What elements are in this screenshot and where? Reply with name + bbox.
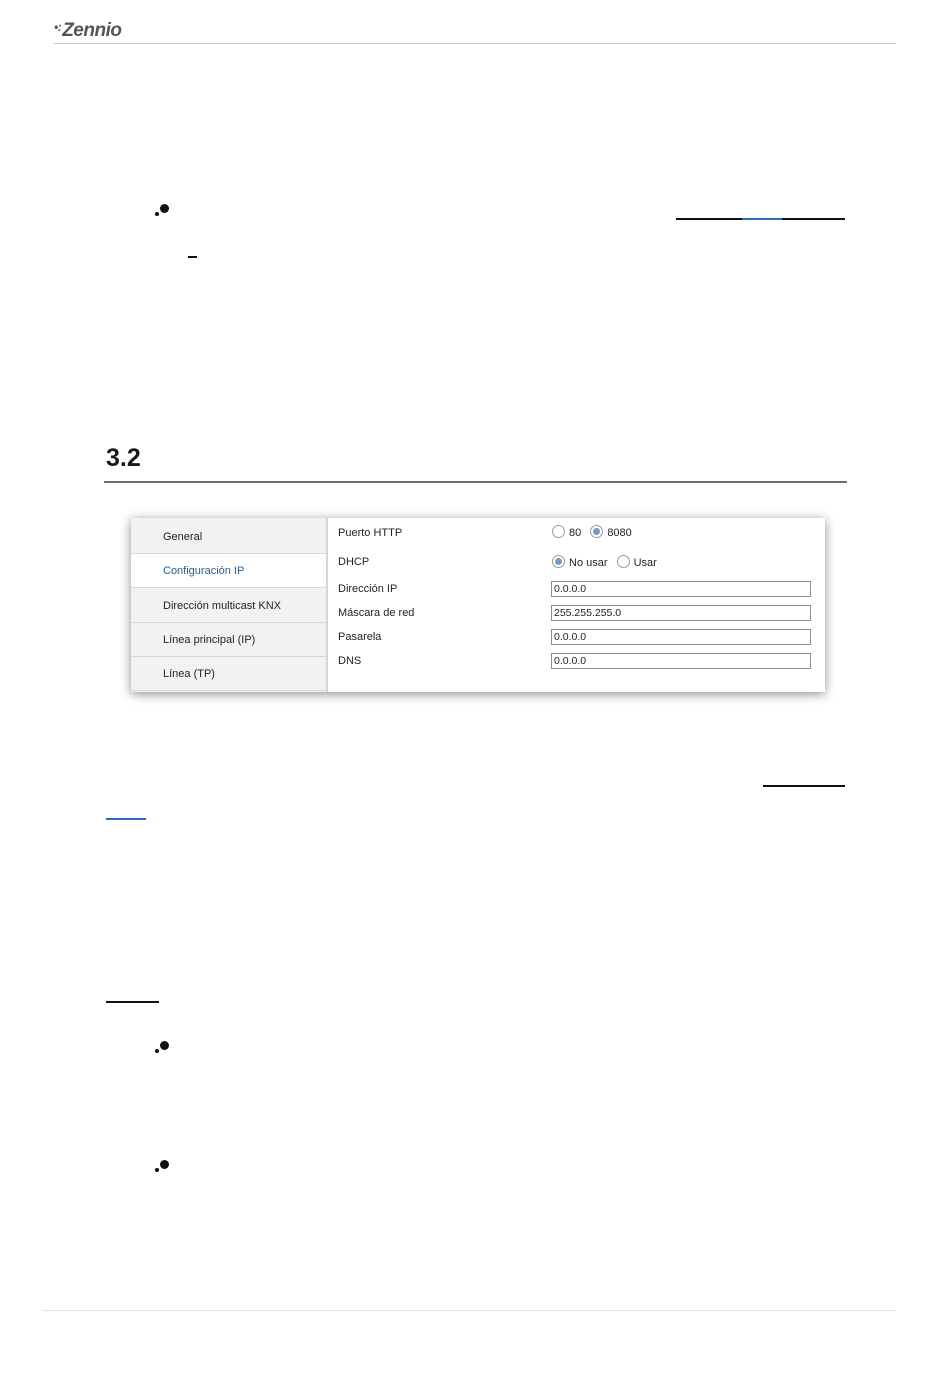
dhcp-option-usar[interactable] — [617, 557, 657, 569]
ip-address-label: Dirección IP — [338, 583, 398, 595]
radio-checked-icon — [552, 555, 565, 568]
bullet-icon — [160, 1041, 169, 1050]
radio-icon — [552, 525, 565, 538]
radio-label: Usar — [633, 557, 657, 569]
link-underline — [742, 218, 782, 220]
dns-field[interactable]: 0.0.0.0 — [551, 653, 811, 669]
dns-label: DNS — [338, 655, 362, 667]
radio-label: 80 — [569, 527, 582, 539]
tab-general[interactable]: General — [131, 520, 326, 554]
tab-main-line-ip[interactable]: Línea principal (IP) — [131, 623, 326, 657]
link-underline — [782, 218, 845, 220]
tab-line-tp[interactable]: Línea (TP) — [131, 657, 326, 691]
zennio-logo — [54, 20, 121, 42]
netmask-field[interactable]: 255.255.255.0 — [551, 605, 811, 621]
header-divider — [54, 43, 896, 44]
bullet-icon — [160, 1160, 169, 1169]
link-underline — [676, 218, 742, 220]
dhcp-option-no-usar[interactable] — [552, 557, 608, 569]
section-number: 3.2 — [106, 444, 141, 472]
dhcp-label: DHCP — [338, 556, 370, 568]
tab-ip-configuration[interactable]: Configuración IP — [131, 554, 326, 588]
radio-label: No usar — [569, 557, 608, 569]
subheading-underline — [106, 1001, 159, 1003]
dhcp-radio-group — [552, 555, 663, 569]
http-port-label: Puerto HTTP — [338, 527, 403, 539]
http-port-option-8080[interactable] — [590, 527, 631, 539]
parameter-tabs — [131, 518, 328, 692]
bullet-icon — [160, 204, 169, 213]
gateway-label: Pasarela — [338, 631, 382, 643]
tab-knx-multicast[interactable]: Dirección multicast KNX — [131, 589, 326, 623]
logo-mark: •: — [54, 20, 62, 34]
http-port-option-80[interactable] — [552, 527, 581, 539]
ip-address-field[interactable]: 0.0.0.0 — [551, 581, 811, 597]
section-divider — [104, 481, 847, 483]
link-underline — [106, 818, 146, 820]
radio-icon — [617, 555, 630, 568]
radio-label: 8080 — [607, 527, 632, 539]
link-underline — [188, 256, 197, 258]
netmask-label: Máscara de red — [338, 607, 415, 619]
ip-configuration-panel — [131, 518, 825, 692]
gateway-field[interactable]: 0.0.0.0 — [551, 629, 811, 645]
footer-divider — [42, 1310, 896, 1311]
http-port-radio-group — [552, 525, 638, 539]
logo-text: Zennio — [62, 20, 122, 41]
radio-checked-icon — [590, 525, 603, 538]
link-underline — [763, 785, 845, 787]
